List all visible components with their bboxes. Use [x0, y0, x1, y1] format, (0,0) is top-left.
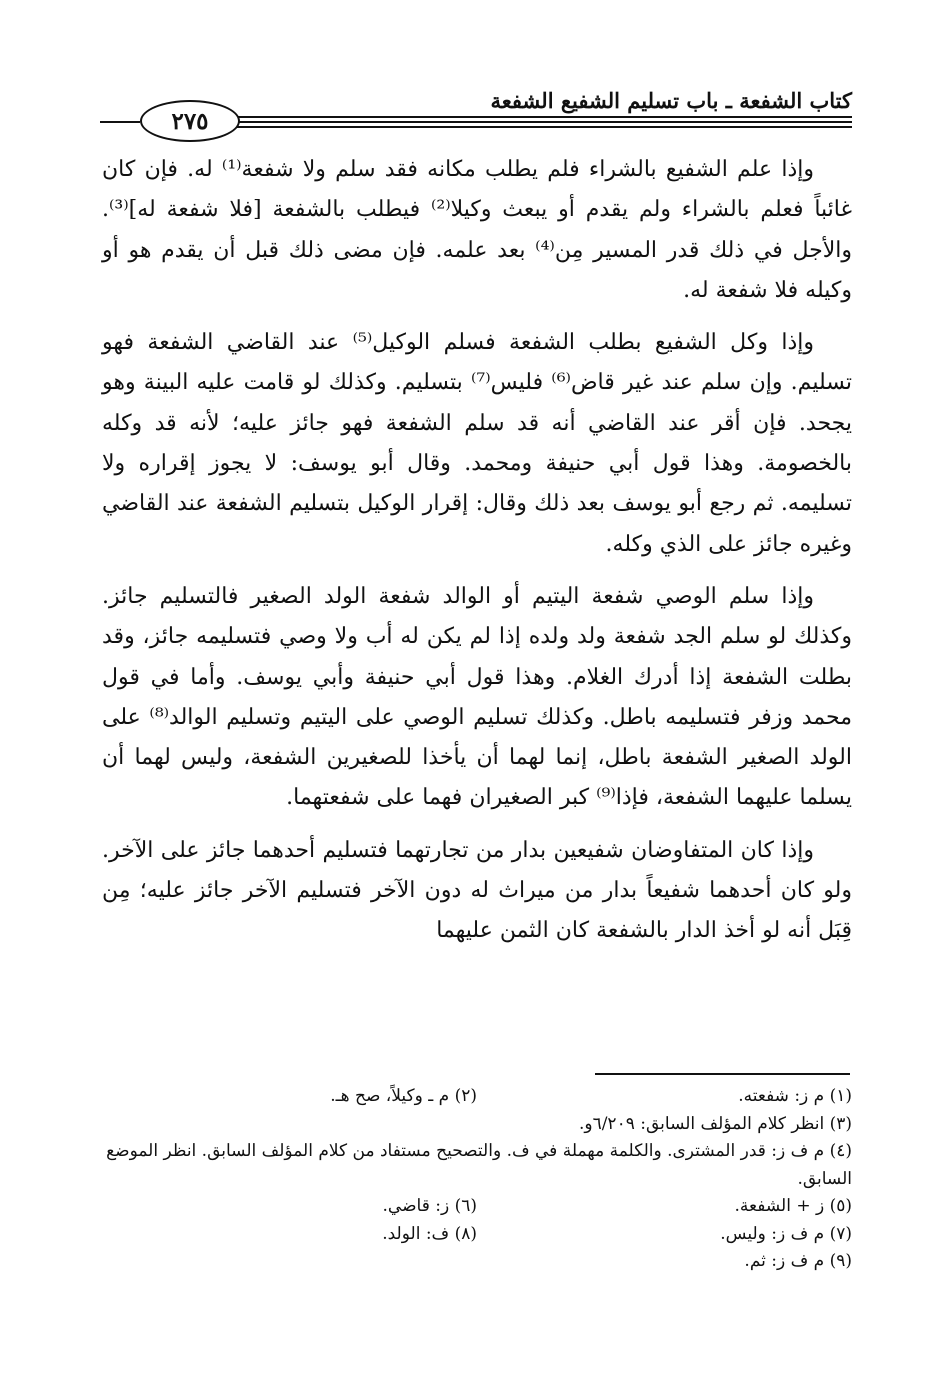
page-header	[100, 80, 852, 140]
footnote: (٩) م ف ز: ثم.	[744, 1251, 852, 1271]
paragraph: وإذا علم الشفيع بالشراء فلم يطلب مكانه فقد سلم ولا شفعة⁽¹⁾ له. فإن كان غائباً فعلم بالشراء ولم يقدم أو يبعث وكيلا⁽²⁾ فيطلب بالشفعة [فلا شفعة له]⁽³⁾. والأجل في ذلك قدر المسير مِن⁽⁴⁾ بعد علمه. فإن مضى ذلك قبل أن يقدم هو أو وكيله فلا شفعة له.	[102, 157, 852, 303]
body-text	[102, 150, 852, 964]
page-number: ٢٧٥	[171, 107, 209, 135]
header-rule	[217, 126, 852, 128]
footnote: (٨) ف: الولد.	[382, 1223, 477, 1244]
paragraph: وإذا وكل الشفيع بطلب الشفعة فسلم الوكيل⁽⁵⁾ عند القاضي الشفعة فهو تسليم. وإن سلم عند غير قاض⁽⁶⁾ فليس⁽⁷⁾ بتسليم. وكذلك لو قامت عليه البينة وهو يجحد. فإن أقر عند القاضي أنه قد سلم الشفعة فهو جائز عليه؛ لأنه قد وكله بالخصومة. وهذا قول أبي حنيفة ومحمد. وقال أبو يوسف: لا يجوز إقراره ولا تسليمه. ثم رجع أبو يوسف بعد ذلك وقال: إقرار الوكيل بتسليم الشفعة عند القاضي وغيره جائز على الذي وكله.	[102, 330, 852, 557]
paragraph: وإذا كان المتفاوضان شفيعين بدار من تجارتهما فتسليم أحدهما جائز على الآخر. ولو كان أحدهما شفيعاً بدار من ميراث له دون الآخر فتسليم الآخر جائز عليه؛ مِن قِبَل أنه لو أخذ الدار بالشفعة كان الثمن عليهما	[102, 837, 852, 944]
footnote: (٧) م ف ز: وليس.	[720, 1223, 852, 1244]
header-rule	[217, 121, 852, 123]
footnote: (٢) م ـ وكيلاً، صح هـ.	[330, 1086, 477, 1106]
header-rule	[100, 121, 140, 123]
page-number-badge	[140, 100, 240, 142]
running-title: كتاب الشفعة ـ باب تسليم الشفيع الشفعة	[490, 88, 852, 113]
footnotes	[102, 1083, 852, 1276]
footnote: (٤) م ف ز: قدر المشترى. والكلمة مهملة في ف. والتصحيح مستفاد من كلام المؤلف السابق. انظر الموضع السابق.	[106, 1141, 852, 1189]
footnote: (١) م ز: شفعته.	[738, 1086, 852, 1106]
header-rule	[217, 116, 852, 118]
footnote-separator	[595, 1073, 850, 1075]
footnote: (٦) ز: قاضي.	[382, 1196, 477, 1216]
footnote: (٣) انظر كلام المؤلف السابق: ٦/٢٠٩و.	[578, 1113, 852, 1134]
paragraph: وإذا سلم الوصي شفعة اليتيم أو الوالد شفعة الولد الصغير فالتسليم جائز. وكذلك لو سلم الجد شفعة ولد ولده إذا لم يكن له أب ولا وصي فتسليمه جائز، وقد بطلت الشفعة إذا أدرك الغلام. وهذا قول أبي حنيفة وأبي يوسف. وأما في قول محمد وزفر فتسليمه باطل. وكذلك تسليم الوصي على اليتيم وتسليم الوالد⁽⁸⁾ على الولد الصغير الشفعة باطل، إنما لهما أن يأخذا للصغيرين الشفعة، وليس لهما أن يسلما عليهما الشفعة، فإذا⁽⁹⁾ كبر الصغيران فهما على شفعتهما.	[102, 583, 852, 811]
footnote: (٥) ز + الشفعة.	[734, 1196, 852, 1216]
